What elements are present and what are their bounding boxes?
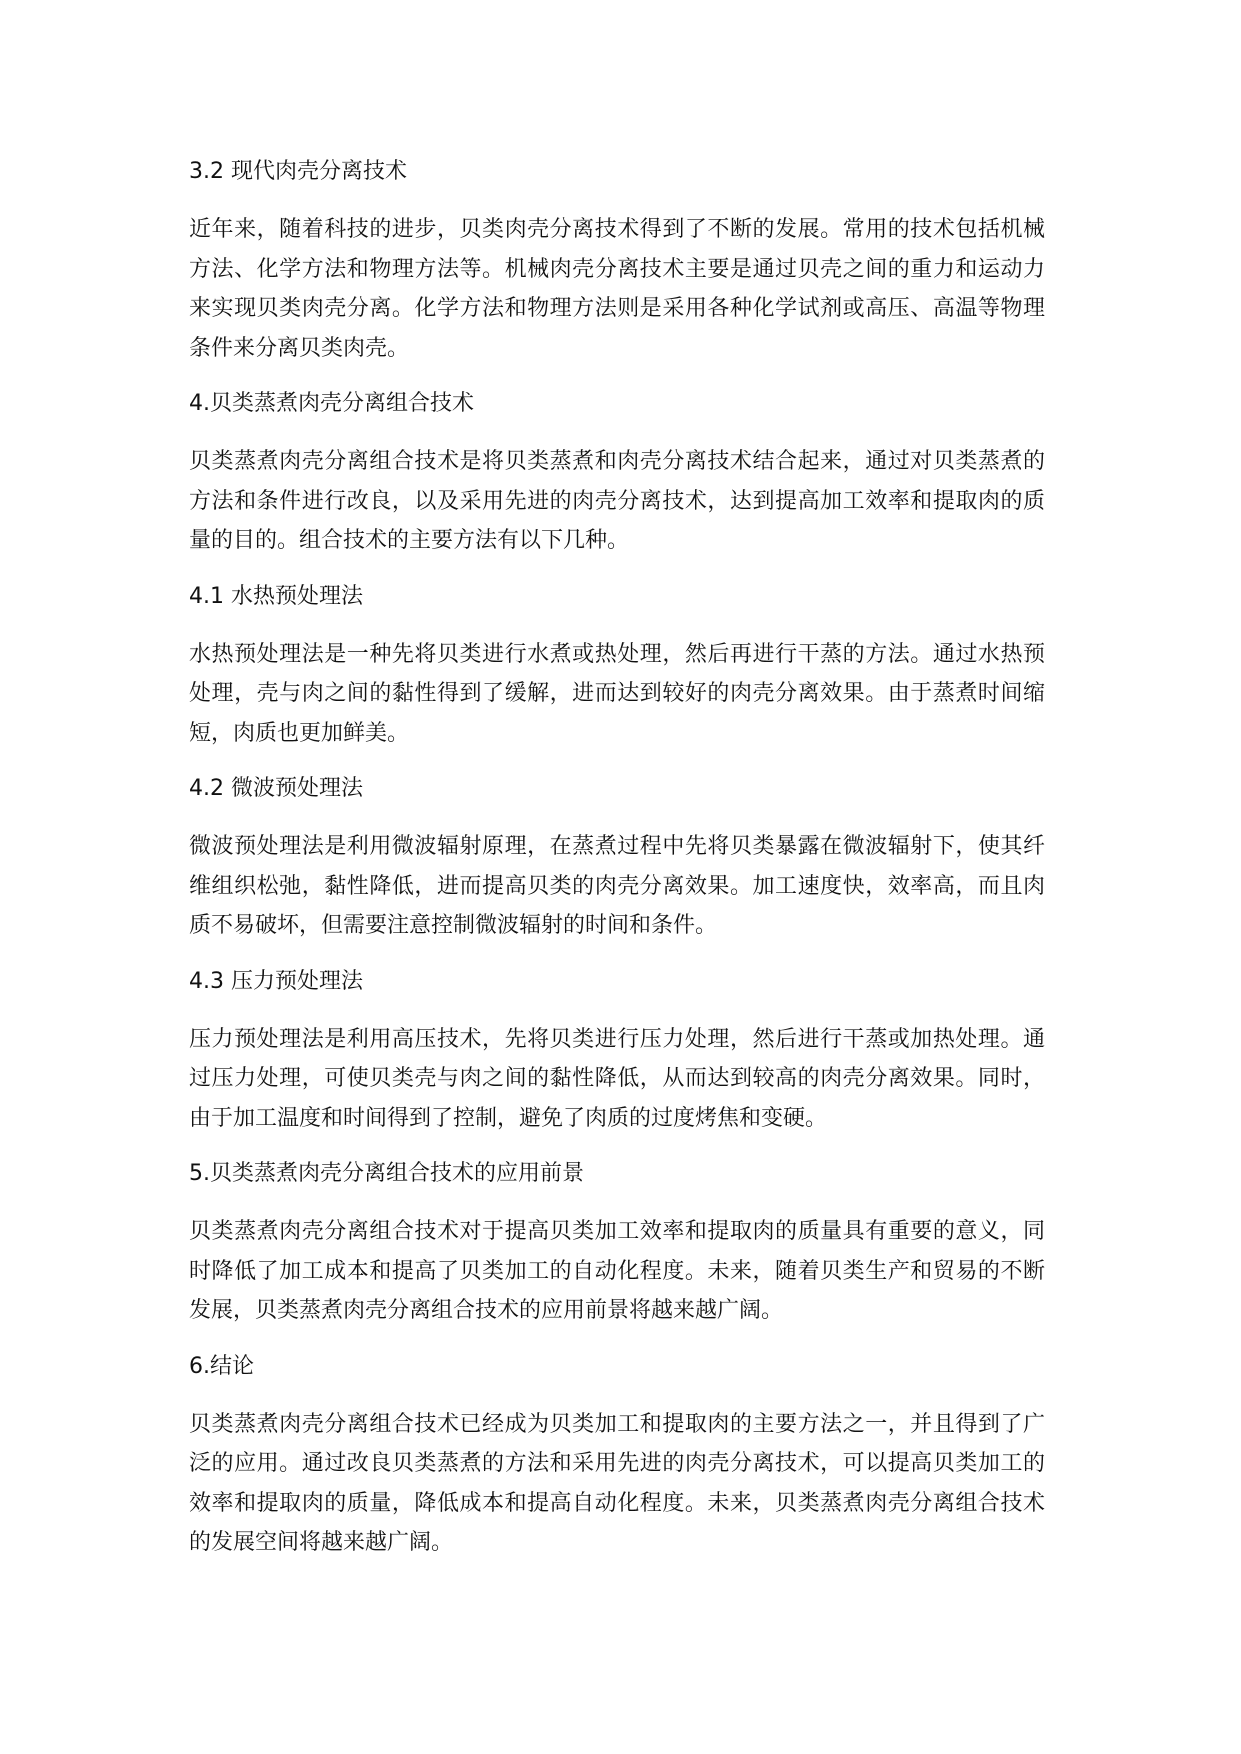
section-paragraph-4-3: 压力预处理法是利用高压技术，先将贝类进行压力处理，然后进行干蒸或加热处理。通过压力处理，可使贝类壳与肉之间的黏性降低，从而达到较高的肉壳分离效果。同时，由于加工温度和时间得到了控制，避免了肉质的过度烤焦和变硬。	[189, 1026, 1045, 1131]
section-paragraph-4-1: 水热预处理法是一种先将贝类进行水煮或热处理，然后再进行干蒸的方法。通过水热预处理，壳与肉之间的黏性得到了缓解，进而达到较好的肉壳分离效果。由于蒸煮时间缩短，肉质也更加鲜美。	[189, 641, 1045, 746]
section-paragraph-3-2: 近年来，随着科技的进步，贝类肉壳分离技术得到了不断的发展。常用的技术包括机械方法、化学方法和物理方法等。机械肉壳分离技术主要是通过贝壳之间的重力和运动力来实现贝类肉壳分离。化学方法和物理方法则是采用各种化学试剂或高压、高温等物理条件来分离贝类肉壳。	[189, 217, 1045, 361]
section-paragraph-6: 贝类蒸煮肉壳分离组合技术已经成为贝类加工和提取肉的主要方法之一，并且得到了广泛的应用。通过改良贝类蒸煮的方法和采用先进的肉壳分离技术，可以提高贝类加工的效率和提取肉的质量，降低成本和提高自动化程度。未来，贝类蒸煮肉壳分离组合技术的发展空间将越来越广阔。	[189, 1411, 1045, 1555]
section-paragraph-4-2: 微波预处理法是利用微波辐射原理，在蒸煮过程中先将贝类暴露在微波辐射下，使其纤维组织松弛，黏性降低，进而提高贝类的肉壳分离效果。加工速度快，效率高，而且肉质不易破坏，但需要注意控制微波辐射的时间和条件。	[189, 834, 1045, 938]
section-heading-4: 4.贝类蒸煮肉壳分离组合技术	[189, 391, 474, 416]
section-heading-4-3: 4.3 压力预处理法	[189, 968, 363, 994]
section-heading-3-2: 3.2 现代肉壳分离技术	[189, 159, 407, 184]
section-heading-6: 6.结论	[189, 1353, 254, 1379]
section-paragraph-5: 贝类蒸煮肉壳分离组合技术对于提高贝类加工效率和提取肉的质量具有重要的意义，同时降低了加工成本和提高了贝类加工的自动化程度。未来，随着贝类生产和贸易的不断发展，贝类蒸煮肉壳分离组合技术的应用前景将越来越广阔。	[189, 1219, 1045, 1323]
section-heading-5: 5.贝类蒸煮肉壳分离组合技术的应用前景	[189, 1161, 584, 1186]
section-heading-4-2: 4.2 微波预处理法	[189, 776, 363, 801]
document-body	[189, 152, 1045, 1563]
section-heading-4-1: 4.1 水热预处理法	[189, 583, 363, 609]
section-paragraph-4: 贝类蒸煮肉壳分离组合技术是将贝类蒸煮和肉壳分离技术结合起来，通过对贝类蒸煮的方法和条件进行改良，以及采用先进的肉壳分离技术，达到提高加工效率和提取肉的质量的目的。组合技术的主要方法有以下几种。	[189, 449, 1045, 553]
